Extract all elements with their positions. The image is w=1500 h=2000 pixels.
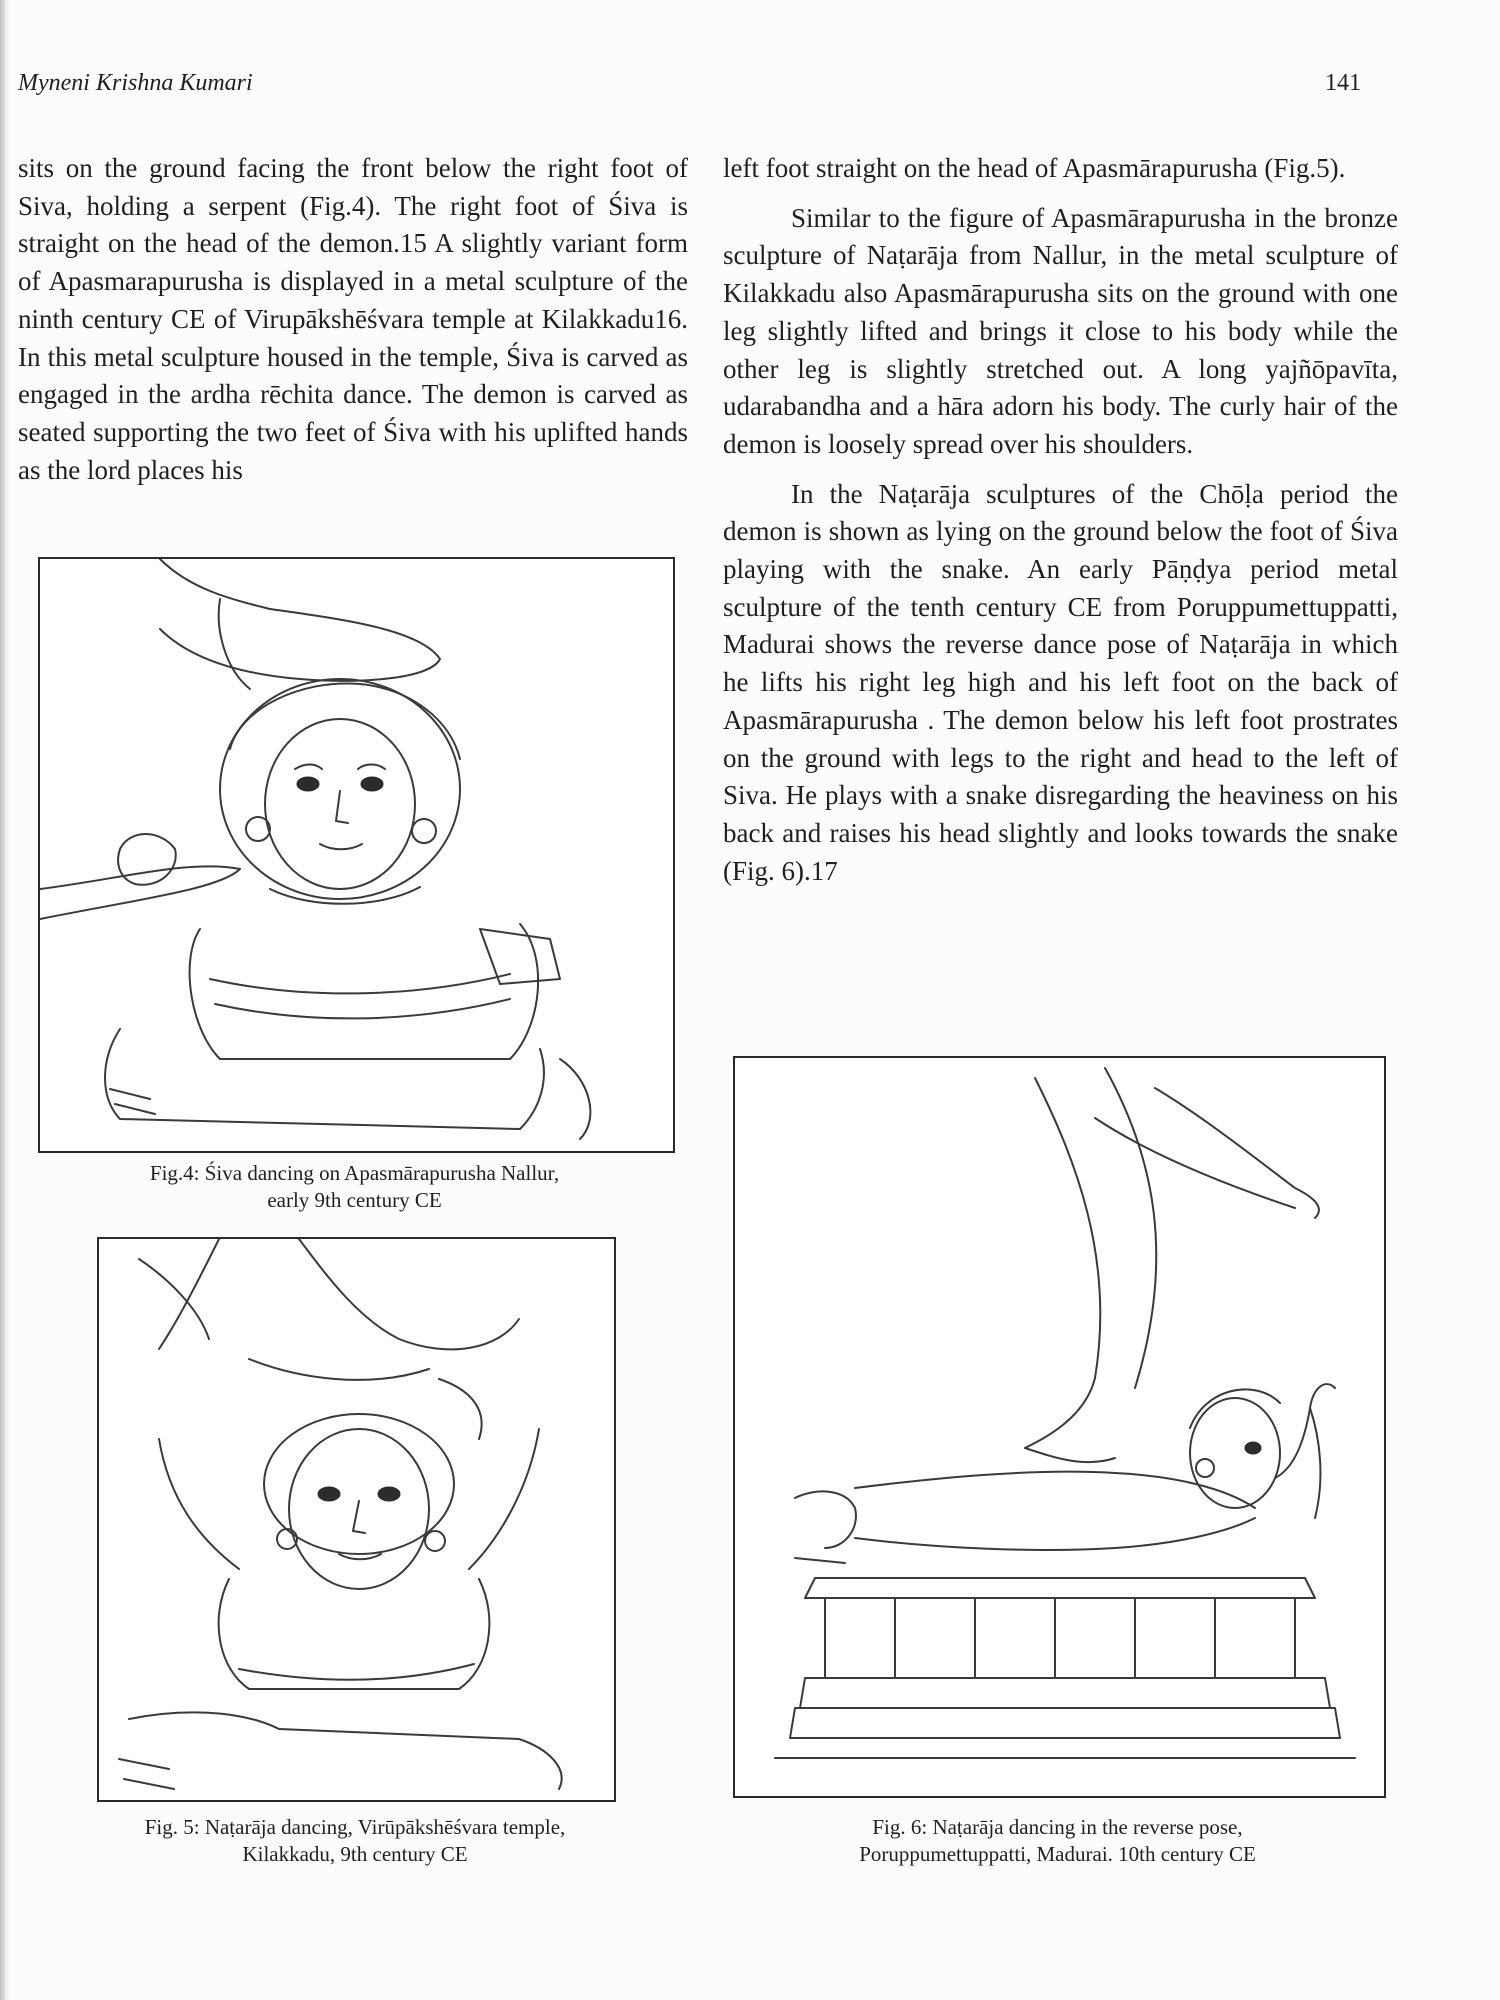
figure-6-caption	[733, 1814, 1382, 1868]
right-column-text	[723, 150, 1398, 890]
figure-6-caption-line-2: Poruppumettuppatti, Madurai. 10th century CE	[859, 1842, 1256, 1866]
figure-5-caption-line-1: Fig. 5: Naṭarāja dancing, Virūpākshēśvara temple,	[144, 1815, 566, 1839]
figure-5-caption	[50, 1814, 660, 1868]
left-paragraph-1: sits on the ground facing the front below the right foot of Siva, holding a serpent (Fig.4). The right foot of Śiva is straight on the head of the demon.15 A slightly variant form of Apasmarapurusha is displayed in a metal sculpture of the ninth century CE of Virupākshēśvara temple at Kilakkadu16. In this metal sculpture housed in the temple, Śiva is carved as engaged in the ardha rēchita dance. The demon is carved as seated supporting the two feet of Śiva with his uplifted hands as the lord places his	[18, 153, 688, 485]
figure-4-caption	[38, 1160, 671, 1214]
running-head-author: Myneni Krishna Kumari	[18, 70, 253, 96]
figure-6-caption-line-1: Fig. 6: Naṭarāja dancing in the reverse pose,	[872, 1815, 1243, 1839]
left-column-text	[18, 150, 688, 489]
figure-5-image	[97, 1237, 616, 1802]
figure-5-caption-line-2: Kilakkadu, 9th century CE	[242, 1842, 468, 1866]
figure-6-image	[733, 1056, 1386, 1798]
right-paragraph-2: Similar to the figure of Apasmārapurusha in the bronze sculpture of Naṭarāja from Nallur, in the metal sculpture of Kilakkadu also Apasmārapurusha sits on the ground with one leg slightly lifted and brings it close to his body while the other leg is slightly stretched out. A long yajñōpavīta, udarabandha and a hāra adorn his body. The curly hair of the demon is loosely spread over his shoulders.	[723, 202, 1398, 459]
right-paragraph-1: left foot straight on the head of Apasmārapurusha (Fig.5).	[723, 153, 1346, 183]
page-number: 141	[1325, 70, 1361, 96]
scan-edge-shadow	[0, 0, 10, 2000]
figure-4-caption-line-1: Fig.4: Śiva dancing on Apasmārapurusha Nallur,	[149, 1161, 560, 1185]
figure-4-image	[38, 557, 675, 1153]
right-paragraph-3: In the Naṭarāja sculptures of the Chōḷa period the demon is shown as lying on the ground below the foot of Śiva playing with the snake. An early Pāṇḍya period metal sculpture of the tenth century CE from Poruppumettuppatti, Madurai shows the reverse dance pose of Naṭarāja in which he lifts his right leg high and his left foot on the back of Apasmārapurusha . The demon below his left foot prostrates on the ground with legs to the right and head to the left of Siva. He plays with a snake disregarding the heaviness on his back and raises his head slightly and looks towards the snake (Fig. 6).17	[723, 478, 1398, 886]
figure-4-caption-line-2: early 9th century CE	[267, 1188, 442, 1212]
